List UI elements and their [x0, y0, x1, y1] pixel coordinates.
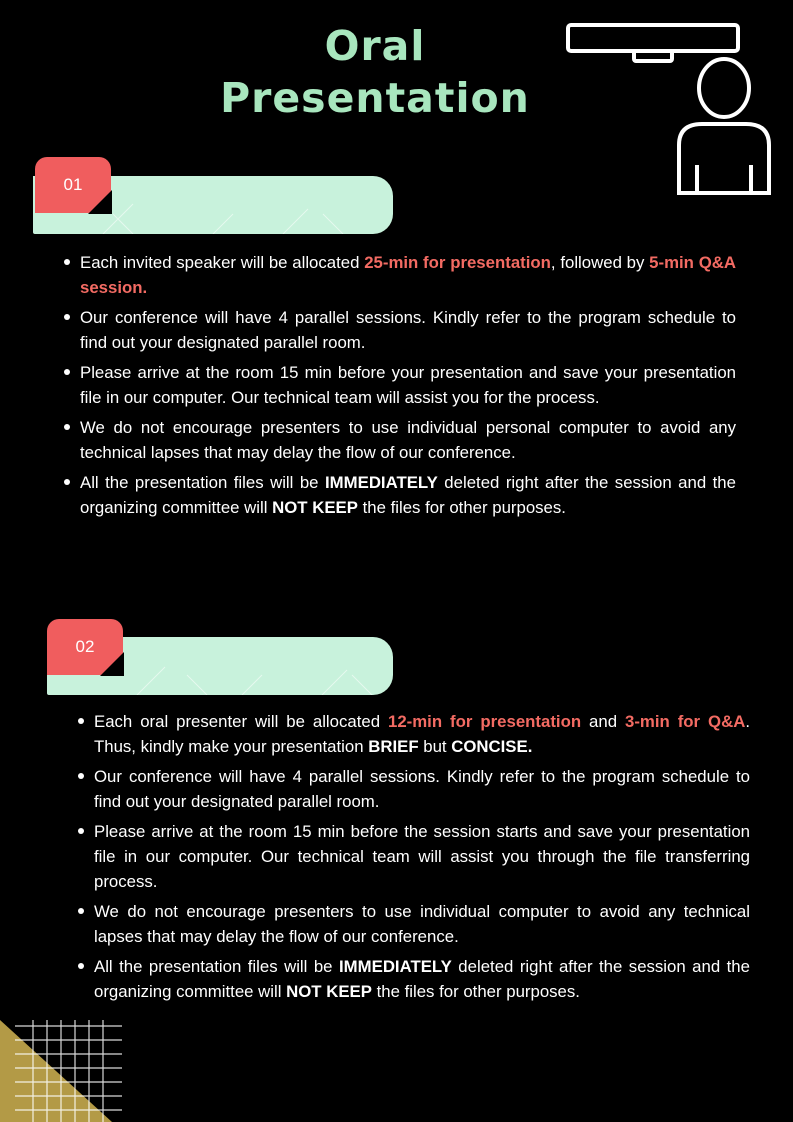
title-line-1: Oral	[324, 22, 426, 70]
list-item: Please arrive at the room 15 min before the session starts and save your presentation file in our computer. Our technical team will assist you through the file transferring process.	[75, 819, 750, 894]
list-item: Our conference will have 4 parallel sessions. Kindly refer to the program schedule to find out your designated parallel room.	[61, 305, 736, 355]
section-1-number: 01	[63, 175, 83, 194]
list-item: Our conference will have 4 parallel sessions. Kindly refer to the program schedule to find out your designated parallel room.	[75, 764, 750, 814]
list-item: Each invited speaker will be allocated 25-min for presentation, followed by 5-min Q&A session.	[61, 250, 736, 300]
list-item: Please arrive at the room 15 min before your presentation and save your presentation file in our computer. Our technical team will assist you for the process.	[61, 360, 736, 410]
presenter-projector-icon	[562, 20, 780, 200]
section-2-number: 02	[75, 637, 95, 656]
grid-corner-decoration	[0, 1020, 130, 1122]
page-title	[170, 20, 580, 124]
list-item: We do not encourage presenters to use individual computer to avoid any technical lapses that may delay the flow of our conference.	[75, 899, 750, 949]
section-1-number-tab	[35, 157, 111, 213]
section-2-list	[75, 709, 750, 1009]
section-2-number-tab	[47, 619, 123, 675]
section-1-list	[61, 250, 736, 525]
title-line-2: Presentation	[220, 74, 530, 122]
list-item: Each oral presenter will be allocated 12-min for presentation and 3-min for Q&A. Thus, kindly make your presentation BRIEF but CONCISE.	[75, 709, 750, 759]
list-item: All the presentation files will be IMMEDIATELY deleted right after the session and the organizing committee will NOT KEEP the files for other purposes.	[61, 470, 736, 520]
list-item: We do not encourage presenters to use individual personal computer to avoid any technical lapses that may delay the flow of our conference.	[61, 415, 736, 465]
list-item: All the presentation files will be IMMEDIATELY deleted right after the session and the organizing committee will NOT KEEP the files for other purposes.	[75, 954, 750, 1004]
